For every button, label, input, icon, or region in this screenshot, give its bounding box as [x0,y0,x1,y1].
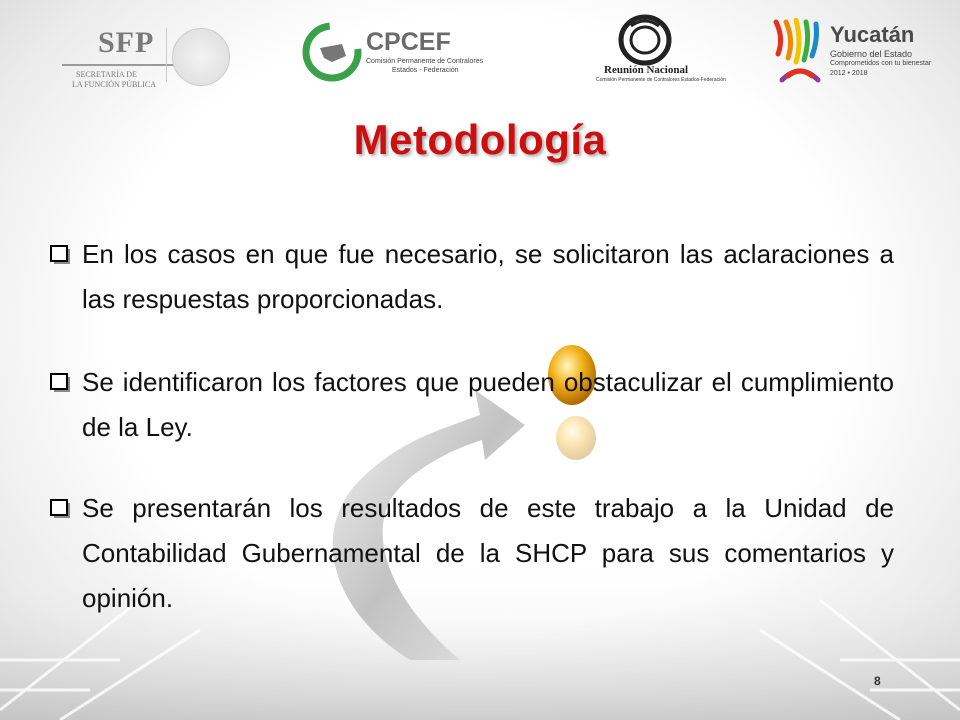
yucatan-logo-line1: Gobierno del Estado [830,49,913,59]
bullet-text: Se identificaron los factores que pueden obstaculizar el cumplimiento de la Ley. [82,367,894,442]
reunion-nacional-line2: Comisión Permanente de Contralores Estados-Federación [596,77,726,83]
reunion-nacional-line1: Reunión Nacional [604,64,689,76]
logos-bar [0,0,960,100]
yucatan-logo-line3: 2012 • 2018 [830,70,868,77]
slide-title: Metodología [353,116,607,163]
cpcef-logo-mark: CPCEF [366,28,451,56]
sfp-logo-line1: SECRETARÍA DE [76,70,137,79]
cpcef-emblem-icon [302,22,362,82]
yucatan-logo-line2: Comprometidos con tu bienestar [830,60,932,67]
yucatan-logo-mark: Yucatán [830,22,915,47]
bullet-text: Se presentarán los resultados de este trabajo a la Unidad de Contabilidad Gubernamental de la SHCP para sus comentarios y opinión. [82,493,894,613]
mexico-seal-icon [172,28,230,86]
yucatan-emblem-icon [770,18,828,84]
cpcef-logo-line1: Comisión Permanente de Contralores [366,58,484,65]
reunion-nacional-logo [592,14,726,88]
sfp-logo-mark: SFP [98,26,155,59]
cpcef-logo [302,18,492,84]
page-number: 8 [874,674,881,688]
bullet-item [48,360,894,450]
sfp-logo [62,26,172,89]
cpcef-logo-line2: Estados - Federación [392,67,459,74]
bullet-text: En los casos en que fue necesario, se solicitaron las aclaraciones a las respuestas proporcionadas. [82,239,894,314]
checkbox-bullet-icon [50,372,74,394]
sfp-logo-line2: LA FUNCIÓN PÚBLICA [72,80,157,89]
checkbox-bullet-icon [50,244,74,266]
yucatan-logo [770,16,940,88]
bullet-list [48,232,894,661]
checkbox-bullet-icon [50,498,74,520]
bullet-item [48,486,894,621]
bullet-item [48,232,894,322]
logo-separator [166,28,167,82]
reunion-nacional-emblem-icon [615,14,675,66]
